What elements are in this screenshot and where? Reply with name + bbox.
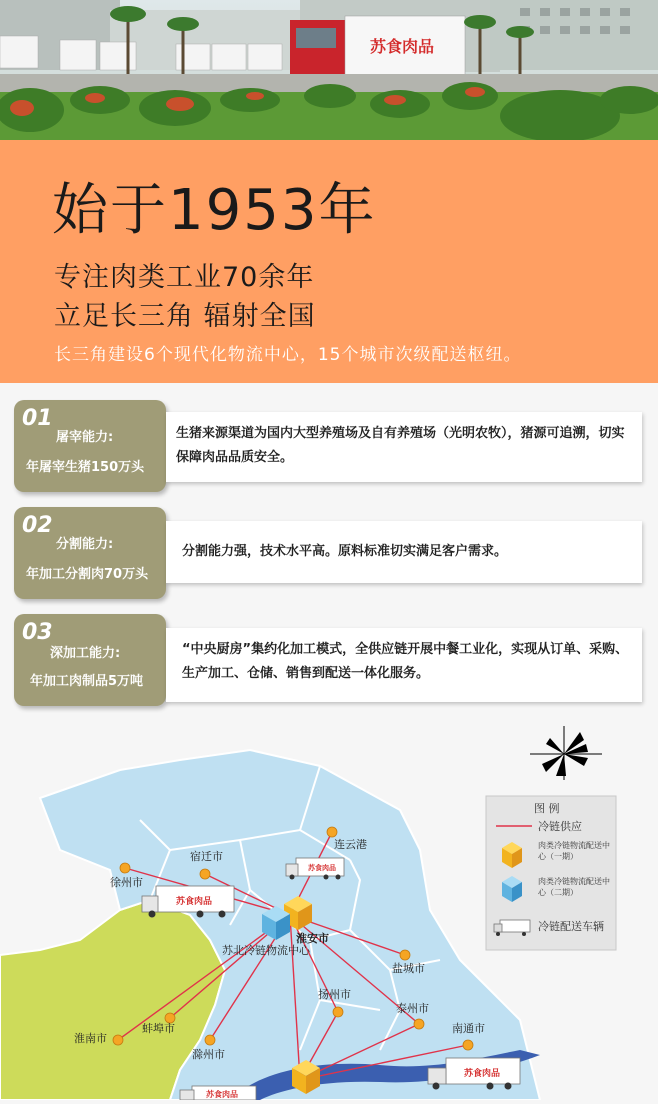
city-label: 扬州市 [318, 988, 351, 1001]
truck-brand: 苏食肉品 [464, 1069, 501, 1079]
city-label: 盐城市 [392, 962, 425, 975]
capability-name: 屠宰能力: [56, 430, 114, 445]
city-label: 连云港 [334, 838, 367, 851]
capability-number: 01 [22, 406, 53, 431]
truck-brand: 苏食肉品 [308, 864, 336, 872]
capability-desc-processing: “中央厨房”集约化加工模式，全供应链开展中餐工业化，实现从订单、采购、生产加工、仓储、销售到配送一体化服务。 [166, 628, 642, 702]
capability-name: 分割能力: [56, 537, 114, 552]
hero-photo [0, 0, 658, 140]
city-label: 宿迁市 [190, 850, 223, 863]
capability-desc-slaughter: 生猪来源渠道为国内大型养殖场及自有养殖场（光明农牧），猪源可追溯，切实保障肉品品质安全。 [166, 412, 642, 482]
city-label: 苏北冷链物流中心 [222, 944, 310, 957]
compass-icon [530, 726, 602, 780]
banner-line-1: 专注肉类工业70余年 [54, 262, 315, 293]
banner-title: 始于1953年 [52, 178, 377, 243]
capability-stat: 年加工肉制品5万吨 [30, 674, 144, 689]
capability-card-slaughter [14, 400, 166, 492]
capability-number: 02 [22, 513, 53, 538]
city-label: 滁州市 [192, 1048, 225, 1061]
hero-truck-brand: 苏食肉品 [370, 37, 435, 56]
legend-title: 图 例 [534, 802, 560, 815]
city-label: 泰州市 [396, 1002, 429, 1015]
city-label: 徐州市 [110, 876, 143, 889]
city-label: 淮南市 [74, 1032, 107, 1045]
capability-card-cutting [14, 507, 166, 599]
map-legend [486, 796, 616, 950]
city-label: 南通市 [452, 1022, 485, 1035]
legend-item-label: 冷链配送车辆 [538, 920, 604, 933]
banner-line-3: 长三角建设6个现代化物流中心，15个城市次级配送枢纽。 [54, 345, 522, 365]
capability-stat: 年加工分割肉70万头 [26, 567, 149, 582]
capability-desc-cutting: 分割能力强，技术水平高。原料标准切实满足客户需求。 [166, 521, 642, 583]
city-label: 蚌埠市 [142, 1022, 175, 1035]
capability-card-processing [14, 614, 166, 706]
banner-line-2: 立足长三角 辐射全国 [54, 301, 316, 332]
capability-name: 深加工能力: [50, 646, 121, 661]
legend-item-label: 冷链供应 [538, 820, 582, 833]
legend-item-label: 肉类冷链物流配送中心（一期） [538, 841, 610, 861]
capability-number: 03 [22, 620, 53, 645]
city-label: 淮安市 [296, 932, 329, 945]
truck-brand: 苏食肉品 [206, 1090, 238, 1099]
truck-brand: 苏食肉品 [176, 897, 213, 907]
legend-item-label: 肉类冷链物流配送中心（二期） [538, 877, 610, 897]
capability-stat: 年屠宰生猪150万头 [26, 460, 145, 475]
logistics-map [0, 710, 658, 1100]
